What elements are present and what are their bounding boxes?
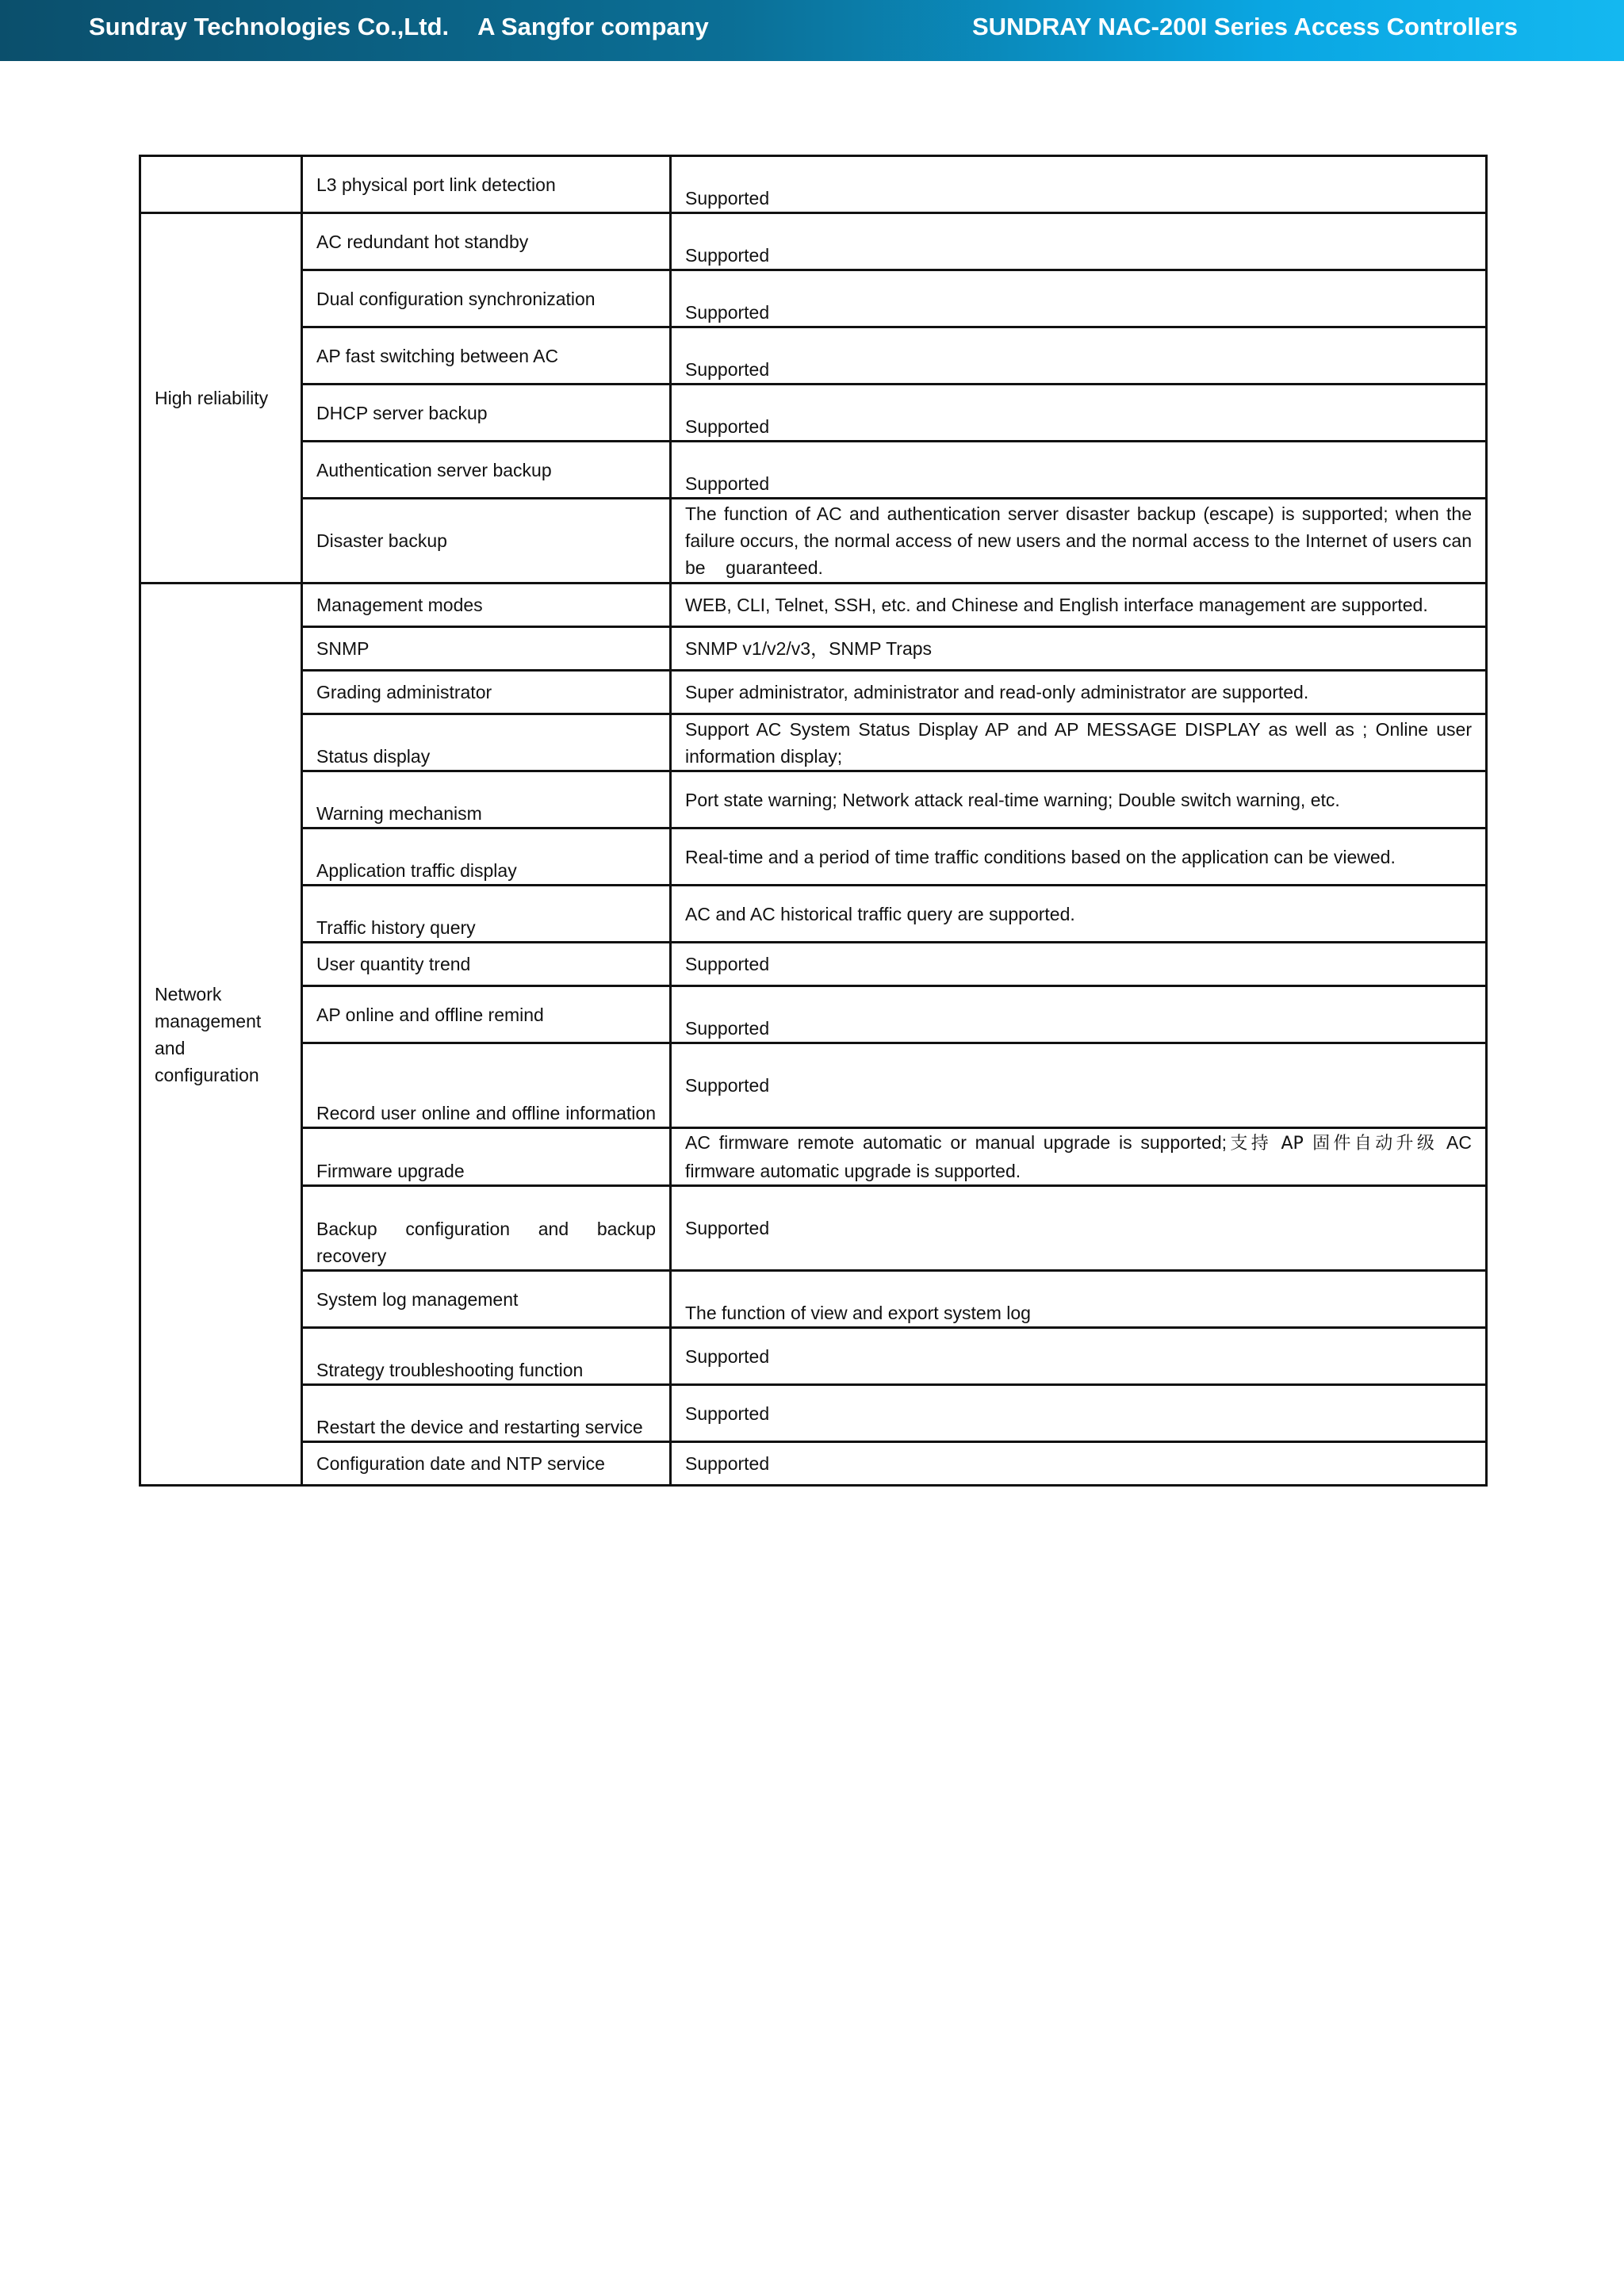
table-row bbox=[140, 943, 1487, 986]
table-row bbox=[140, 886, 1487, 943]
feature-cell: Grading administrator bbox=[302, 671, 671, 714]
feature-cell: Application traffic display bbox=[302, 828, 671, 886]
page-header bbox=[0, 0, 1624, 61]
feature-cell: Configuration date and NTP service bbox=[302, 1442, 671, 1486]
value-cell: SNMP v1/v2/v3，SNMP Traps bbox=[671, 627, 1487, 671]
header-left bbox=[89, 13, 709, 41]
table-row bbox=[140, 270, 1487, 327]
category-cell-empty bbox=[140, 156, 302, 213]
value-cell: The function of AC and authentication server disaster backup (escape) is supported; when the failure occurs, the normal access of new users and the normal access to the Internet of users can be guaranteed. bbox=[671, 499, 1487, 584]
feature-cell: Authentication server backup bbox=[302, 442, 671, 499]
feature-cell: DHCP server backup bbox=[302, 385, 671, 442]
company-name: Sundray Technologies Co.,Ltd. bbox=[89, 13, 450, 40]
table-row bbox=[140, 584, 1487, 627]
feature-cell: SNMP bbox=[302, 627, 671, 671]
value-cell: Supported bbox=[671, 1186, 1487, 1271]
table-row bbox=[140, 442, 1487, 499]
value-cell: Supported bbox=[671, 986, 1487, 1043]
value-cell: Supported bbox=[671, 943, 1487, 986]
feature-cell: Status display bbox=[302, 714, 671, 771]
category-cell: High reliability bbox=[140, 213, 302, 584]
feature-cell: Strategy troubleshooting function bbox=[302, 1328, 671, 1385]
table-row bbox=[140, 1271, 1487, 1328]
table-row bbox=[140, 156, 1487, 213]
feature-cell: Backup configuration and backup recovery bbox=[302, 1186, 671, 1271]
feature-cell: Dual configuration synchronization bbox=[302, 270, 671, 327]
table-row bbox=[140, 385, 1487, 442]
value-cell: Supported bbox=[671, 327, 1487, 385]
value-cell: AC and AC historical traffic query are supported. bbox=[671, 886, 1487, 943]
feature-cell: Management modes bbox=[302, 584, 671, 627]
value-cell: Supported bbox=[671, 1043, 1487, 1128]
feature-cell: Warning mechanism bbox=[302, 771, 671, 828]
value-cell: Supported bbox=[671, 1385, 1487, 1442]
table-row bbox=[140, 627, 1487, 671]
feature-cell: AP fast switching between AC bbox=[302, 327, 671, 385]
table-row bbox=[140, 1385, 1487, 1442]
feature-cell: System log management bbox=[302, 1271, 671, 1328]
table-row bbox=[140, 1328, 1487, 1385]
table-row bbox=[140, 671, 1487, 714]
value-cell: Support AC System Status Display AP and AP MESSAGE DISPLAY as well as ; Online user information display; bbox=[671, 714, 1487, 771]
value-cell: WEB, CLI, Telnet, SSH, etc. and Chinese and English interface management are supported. bbox=[671, 584, 1487, 627]
value-cell: Supported bbox=[671, 1442, 1487, 1486]
table-row bbox=[140, 771, 1487, 828]
firmware-text-cjk: 支持 AP 固件自动升级 bbox=[1227, 1134, 1438, 1154]
product-title: SUNDRAY NAC-200I Series Access Controllers bbox=[972, 13, 1519, 40]
value-cell: Supported bbox=[671, 385, 1487, 442]
table-row bbox=[140, 1043, 1487, 1128]
table-row bbox=[140, 499, 1487, 584]
value-cell: Supported bbox=[671, 156, 1487, 213]
feature-cell: AC redundant hot standby bbox=[302, 213, 671, 270]
spec-table bbox=[139, 155, 1488, 1487]
table-row bbox=[140, 327, 1487, 385]
value-cell: The function of view and export system log bbox=[671, 1271, 1487, 1328]
table-row bbox=[140, 828, 1487, 886]
value-cell bbox=[671, 1128, 1487, 1186]
feature-cell: AP online and offline remind bbox=[302, 986, 671, 1043]
table-row bbox=[140, 986, 1487, 1043]
table-row bbox=[140, 1186, 1487, 1271]
table-row bbox=[140, 1442, 1487, 1486]
value-cell: Supported bbox=[671, 213, 1487, 270]
feature-cell: Record user online and offline information bbox=[302, 1043, 671, 1128]
feature-cell: Disaster backup bbox=[302, 499, 671, 584]
value-cell: Real-time and a period of time traffic conditions based on the application can be viewed. bbox=[671, 828, 1487, 886]
feature-cell: L3 physical port link detection bbox=[302, 156, 671, 213]
value-cell: Super administrator, administrator and read-only administrator are supported. bbox=[671, 671, 1487, 714]
value-cell: Port state warning; Network attack real-time warning; Double switch warning, etc. bbox=[671, 771, 1487, 828]
feature-cell: User quantity trend bbox=[302, 943, 671, 986]
company-tagline: A Sangfor company bbox=[477, 13, 709, 40]
feature-cell: Firmware upgrade bbox=[302, 1128, 671, 1186]
table-row bbox=[140, 213, 1487, 270]
feature-cell: Traffic history query bbox=[302, 886, 671, 943]
table-row bbox=[140, 714, 1487, 771]
feature-cell: Restart the device and restarting service bbox=[302, 1385, 671, 1442]
value-cell: Supported bbox=[671, 442, 1487, 499]
category-cell: Network management and configuration bbox=[140, 584, 302, 1486]
firmware-text-post: AC firmware automatic upgrade is supported. bbox=[685, 1132, 1472, 1181]
firmware-text-pre: AC firmware remote automatic or manual upgrade is supported; bbox=[685, 1132, 1228, 1153]
table-row bbox=[140, 1128, 1487, 1186]
value-cell: Supported bbox=[671, 270, 1487, 327]
value-cell: Supported bbox=[671, 1328, 1487, 1385]
